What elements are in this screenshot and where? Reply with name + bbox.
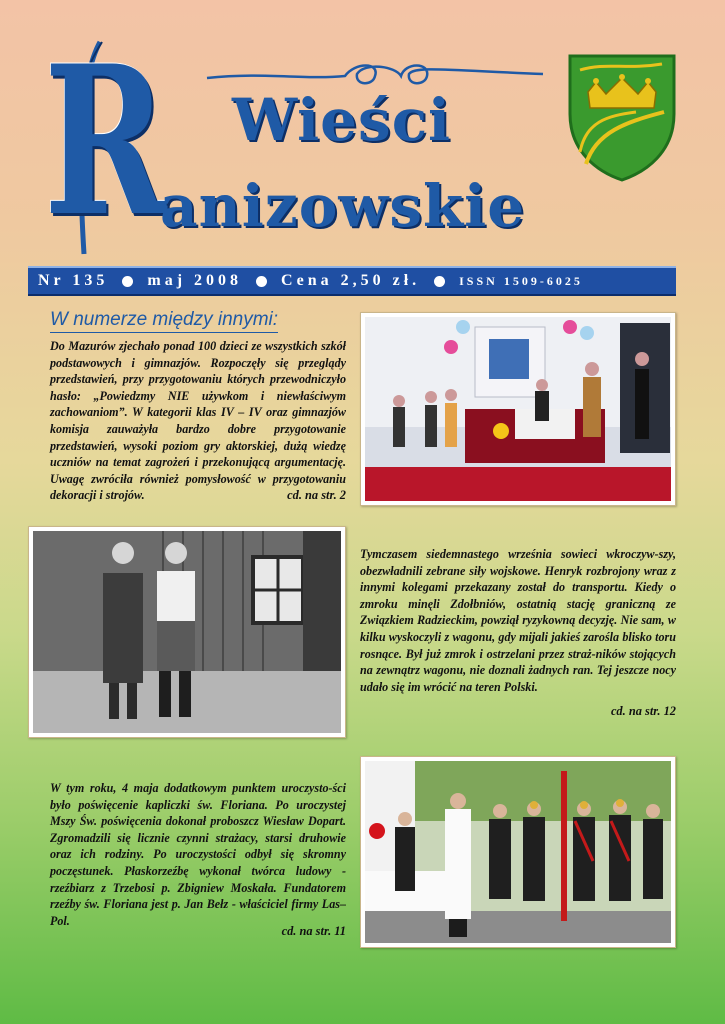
issue-issn: ISSN 1509-6025 bbox=[459, 273, 583, 288]
issue-date: maj 2008 bbox=[147, 272, 243, 289]
masthead-title-line1: Wieści bbox=[232, 86, 452, 154]
article-text: W tym roku, 4 maja dodatkowym punktem uroczysto-ści było poświęcenie kapliczki św. Floriana. Po uroczystej Mszy Św. poświęcenia dokonał proboszcz Wiesław Dopart. Zgromadzili się licznie czynni strażacy, starsi druhowie oraz ich rodziny. Po uroczystości odbył się skromny poczęstunek. Płaskorzeźbę wykonał twórca ludowy - rzeźbiarz z Trzebosi p. Zbigniew Moskała. Fundatorem rzeźby św. Floriana jest p. Jan Bełz - właściciel firmy Las–Pol. bbox=[50, 781, 346, 928]
photo-school-play bbox=[360, 312, 676, 506]
article-text: Tymczasem siedemnastego września sowieci wkroczyw-szy, obezwładnili zebrane siły wojskowe. Henryk rozbrojony wraz z innymi kolegami przekazany został do transportu. Kiedy o zmroku minęli Zdołbniów, ostatnią stację graniczną ze Związkiem Radzieckim, powziął ryzykowną decyzję. Nie sam, w kilku wyskoczyli z wagonu, gdy mijali jakieś zarośla blisko toru rosnące. Był już zmrok i ostrzelani przez straż-ników stojących na zewnątrz wagonu, nie doznali żadnych ran. Tej jeszcze nocy udało się im wrócić na teren Polski. bbox=[360, 547, 676, 694]
section-heading: W numerze między innymi: bbox=[50, 309, 278, 333]
continued-link[interactable]: cd. na str. 12 bbox=[610, 704, 676, 718]
coat-of-arms-icon bbox=[566, 52, 678, 184]
bullet-icon bbox=[256, 276, 267, 287]
photo-historical-men bbox=[28, 526, 346, 738]
article-text: Do Mazurów zjechało ponad 100 dzieci ze wszystkich szkół podstawowych i gimnazjów. Rozpoczęły się przeglądy przedstawień, przy przygotowaniu których przewodniczyło hasło: „Powiedzmy NIE używkom i niewłaściwym zachowaniom”. W kategorii klas IV – IV oraz gimnazjów komisja zauważyła bardzo dobre przygotowanie przedstawień, wysoki poziom gry aktorskiej, dużą wiedzę uczniów na temat zagrożeń i przekonującą argumentację. Uwagę zwróciła również pomysłowość w przygotowaniu dekoracji i strojów. bbox=[50, 339, 346, 503]
continued-link[interactable]: cd. na str. 2 bbox=[287, 488, 346, 502]
issue-info-bar bbox=[28, 266, 676, 296]
bullet-icon bbox=[122, 276, 133, 287]
bullet-icon bbox=[434, 276, 445, 287]
issue-number: Nr 135 bbox=[38, 272, 109, 289]
issue-price: Cena 2,50 zł. bbox=[281, 272, 421, 289]
masthead-initial: R bbox=[44, 22, 167, 262]
photo-chapel-blessing bbox=[360, 756, 676, 948]
masthead-title-line2: anizowskie bbox=[160, 172, 526, 240]
continued-link[interactable]: cd. na str. 11 bbox=[281, 924, 346, 938]
